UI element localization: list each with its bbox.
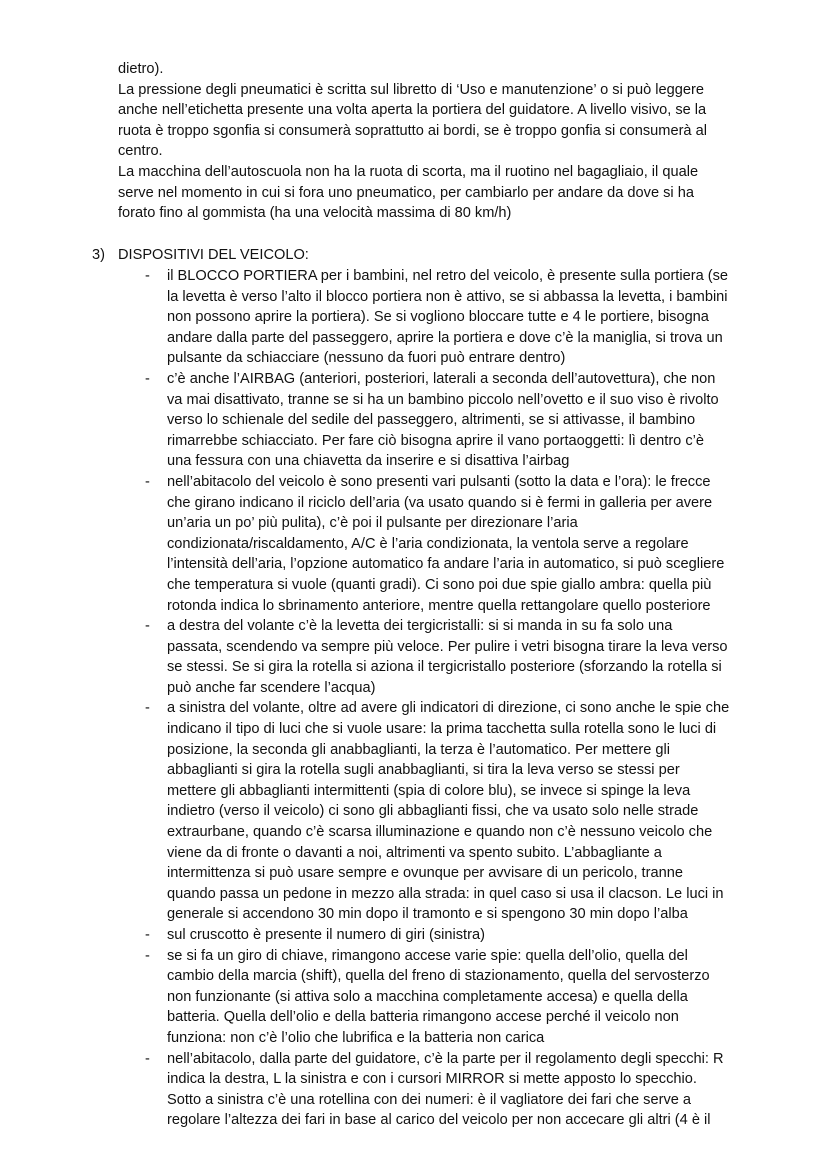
- text-line: andare dalla parte del passeggero, aprire la portiera e dove c’è la maniglia, si trova un: [167, 329, 723, 346]
- text-line: il BLOCCO PORTIERA per i bambini, nel retro del veicolo, è presente sulla portiera (se: [167, 268, 729, 284]
- text-line: viene da di fronte o davanti a noi, altrimenti va spento subito. L’abbagliante a: [167, 844, 662, 861]
- text-line: sul cruscotto è presente il numero di giri (sinistra): [167, 927, 485, 943]
- text-line: funziona: non c’è l’olio che lubrifica e la batteria non carica: [167, 1029, 545, 1046]
- list-item-specchi: [145, 1049, 785, 1131]
- text-line: può anche far scendere l’acqua): [167, 679, 376, 696]
- text-line: nell’abitacolo del veicolo è sono presenti vari pulsanti (sotto la data e l’ora): le frecce: [167, 473, 711, 490]
- text-line: La macchina dell’autoscuola non ha la ruota di scorta, ma il ruotino nel bagagliaio, il quale: [118, 163, 699, 180]
- section-number: 3): [92, 247, 105, 263]
- text-line: indica la destra, L la sinistra e con i cursori MIRROR si mette apposto lo specchio.: [167, 1071, 697, 1088]
- text-line: intermittenza si può usare sempre e ovunque per avvisare di un pericolo, tranne: [167, 865, 683, 882]
- text-line: condizionata/riscaldamento, A/C è l’aria condizionata, la ventola serve a regolare: [167, 535, 689, 552]
- list-item-spie: [145, 946, 785, 1049]
- list-item-cruscotto: [145, 925, 785, 946]
- text-line: quando passa un pedone in mezzo alla strada: in quel caso si usa il clacson. Le luci in: [167, 885, 724, 902]
- text-line: un’aria un po’ più pulita), c’è poi il pulsante per direzionare l’aria: [167, 515, 578, 532]
- bullet-dash: -: [145, 618, 150, 635]
- text-line: l’intensità dell’aria, l’opzione automatico fa andare l’aria in automatico, si può scegliere: [167, 556, 725, 573]
- text-line: pulsante da schiacciare (nessuno da fuori può entrare dentro): [167, 350, 566, 367]
- text-line: non funzionante (si attiva solo a macchina completamente accesa) e quella della: [167, 988, 688, 1005]
- text-line: se si fa un giro di chiave, rimangono accese varie spie: quella dell’olio, quella del: [167, 947, 688, 964]
- bullet-dash: -: [145, 370, 150, 387]
- text-line: la levetta è verso l’alto il blocco portiera non è attivo, se si abbassa la levetta, i bambini: [167, 288, 728, 305]
- list-item-pulsanti-abitacolo: [145, 472, 785, 616]
- text-line: se stessi. Se si gira la rotella si aziona il tergicristallo posteriore (sforzando la rotella si: [167, 659, 722, 676]
- intro-paragraph: [118, 59, 768, 224]
- text-line: rimarrebbe schiacciato. Per fare ciò bisogna aprire il vano portaoggetti: lì dentro c’è: [167, 432, 705, 449]
- text-line: batteria. Quella dell’olio e della batteria rimangono accese perché il veicolo non: [167, 1009, 679, 1026]
- text-line: cambio della marcia (shift), quella del freno di stazionamento, quella del servosterzo: [167, 968, 710, 985]
- list-item-blocco-portiera: [145, 266, 785, 369]
- text-line: posizione, la seconda gli anabbaglianti, la terza è l’automatico. Per mettere gli: [167, 741, 670, 758]
- list-item-airbag: [145, 369, 785, 472]
- text-line: una fessura con una chiavetta da inserire e si disattiva l’airbag: [167, 453, 570, 470]
- text-line: a sinistra del volante, oltre ad avere gli indicatori di direzione, ci sono anche le spie che: [167, 700, 730, 717]
- text-line: passata, scendendo va sempre più veloce. Per pulire i vetri bisogna tirare la leva verso: [167, 638, 728, 655]
- bullet-dash: -: [145, 947, 150, 964]
- text-line: che temperatura si vuole (quanti gradi). Ci sono poi due spie giallo ambra: quella più: [167, 576, 712, 593]
- text-line: ruota è troppo sgonfia si consumerà soprattutto ai bordi, se è troppo gonfia si consumerà al: [118, 122, 707, 139]
- text-line: forato fino al gommista (ha una velocità massima di 80 km/h): [118, 205, 512, 222]
- text-line: Sotto a sinistra c’è una rotellina con dei numeri: è il vagliatore dei fari che serve a: [167, 1091, 692, 1108]
- text-line: che girano indicano il riciclo dell’aria (va usato quando si è fermi in galleria per avere: [167, 494, 713, 511]
- text-line: abbaglianti si gira la rotella sugli anabbaglianti, si tira la leva verso se stessi per: [167, 762, 680, 779]
- bullet-dash: -: [145, 700, 150, 717]
- text-line: centro.: [118, 143, 163, 160]
- bullet-dash: -: [145, 1050, 150, 1067]
- section-title: DISPOSITIVI DEL VEICOLO:: [118, 247, 309, 263]
- text-line: La pressione degli pneumatici è scritta sul libretto di ‘Uso e manutenzione’ o si può leggere: [118, 81, 704, 98]
- text-line: serve nel momento in cui si fora uno pneumatico, per cambiarlo per andare da dove si ha: [118, 184, 694, 201]
- text-line: indietro (verso il veicolo) ci sono gli abbaglianti fissi, che va usato solo nelle strade: [167, 803, 699, 820]
- bullet-list: [145, 266, 785, 1131]
- text-line: indicano il tipo di luci che si vuole usare: la prima tacchetta sulla rotella sono le luci di: [167, 721, 717, 738]
- text-line: non possono aprire la portiera). Se si vogliono bloccare tutte e 4 le portiere, bisogna: [167, 309, 709, 326]
- text-line: nell’abitacolo, dalla parte del guidatore, c’è la parte per il regolamento degli specchi: R: [167, 1050, 724, 1067]
- text-line: anche nell’etichetta presente una volta aperta la portiera del guidatore. A livello visivo, se la: [118, 102, 707, 119]
- list-item-luci: [145, 698, 785, 925]
- text-line: verso lo schienale del sedile del passeggero, altrimenti, se si attivasse, il bambino: [167, 412, 696, 429]
- text-line: va mai disattivato, tranne se si ha un bambino piccolo nell’ovetto e il suo viso è rivolto: [167, 391, 719, 408]
- section-heading: [92, 245, 309, 266]
- bullet-dash: -: [145, 927, 150, 943]
- text-line: mettere gli abbaglianti intermittenti (spia di colore blu), se invece si spinge la leva: [167, 782, 691, 799]
- text-line: a destra del volante c’è la levetta dei tergicristalli: si si manda in su fa solo una: [167, 618, 673, 635]
- list-item-tergicristalli: [145, 616, 785, 698]
- text-line: generale si accendono 30 min dopo il tramonto e si spengono 30 min dopo l’alba: [167, 906, 688, 923]
- bullet-dash: -: [145, 473, 150, 490]
- text-line: regolare l’altezza dei fari in base al carico del veicolo per non accecare gli altri (4 è il: [167, 1112, 711, 1129]
- text-line: dietro).: [118, 61, 164, 77]
- text-line: extraurbane, quando c’è scarsa illuminazione e quando non c’è nessuno veicolo che: [167, 824, 713, 841]
- text-line: rotonda indica lo sbrinamento anteriore, mentre quella rettangolare quello posteriore: [167, 597, 711, 614]
- bullet-dash: -: [145, 268, 150, 284]
- text-line: c’è anche l’AIRBAG (anteriori, posteriori, laterali a seconda dell’autovettura), che non: [167, 370, 716, 387]
